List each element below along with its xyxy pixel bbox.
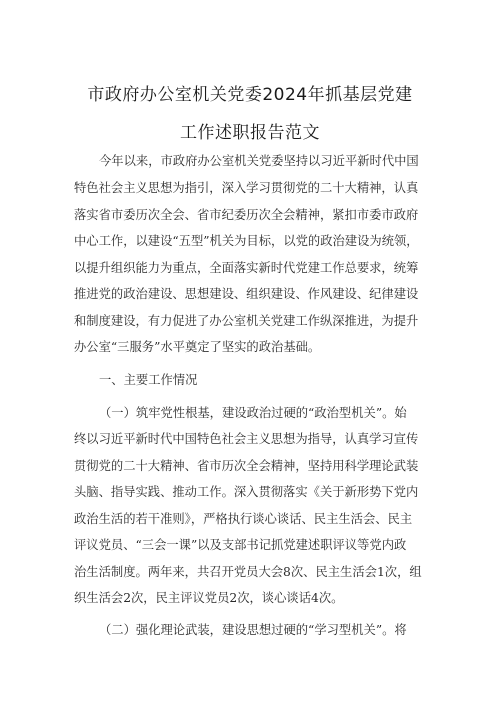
- paragraph-3-line-4: 头脑、指导实践、推动工作。深入贯彻落实《关于新形势下党内: [74, 485, 419, 499]
- paragraph-1-line-4: 中心工作，以建设“五型”机关为目标，以党的政治建设为统领，: [74, 234, 419, 248]
- paragraph-3-line-1: （一）筑牢党性根基，建设政治过硬的“政治型机关”。始: [99, 406, 407, 420]
- document-title-line-1: 市政府办公室机关党委2024年抓基层党建: [87, 85, 413, 105]
- paragraph-1-line-3: 落实省市委历次全会、省市纪委历次全会精神，紧扣市委市政府: [74, 208, 419, 222]
- paragraph-3-line-2: 终以习近平新时代中国特色社会主义思想为指导，认真学习宣传: [74, 432, 419, 446]
- paragraph-1-line-1: 今年以来，市政府办公室机关党委坚持以习近平新时代中国: [99, 154, 419, 168]
- paragraph-1-line-7: 和制度建设，有力促进了办公室机关党建工作纵深推进，为提升: [74, 314, 419, 328]
- paragraph-3-line-5: 政治生活的若干准则》，严格执行谈心谈话、民主生活会、民主: [74, 512, 413, 526]
- paragraph-1-line-6: 推进党的政治建设、思想建设、组织建设、作风建设、纪律建设: [74, 287, 419, 301]
- paragraph-3-line-6: 评议党员、“三会一课”以及支部书记抓党建述职评议等党内政: [74, 538, 407, 552]
- paragraph-3-line-3: 贯彻党的二十大精神、省市历次全会精神，坚持用科学理论武装: [74, 459, 419, 473]
- paragraph-1-line-8: 办公室“三服务”水平奠定了坚实的政治基础。: [74, 340, 321, 354]
- paragraph-1-line-2: 特色社会主义思想为指引，深入学习贯彻党的二十大精神，认真: [74, 181, 419, 195]
- paragraph-4-line-1: （二）强化理论武装，建设思想过硬的“学习型机关”。将: [99, 623, 407, 637]
- paragraph-3-line-8: 织生活会2次，民主评议党员2次，谈心谈话4次。: [74, 591, 344, 605]
- paragraph-1-line-5: 以提升组织能力为重点，全面落实新时代党建工作总要求，统筹: [74, 261, 419, 275]
- section-heading: 一、主要工作情况: [99, 373, 198, 387]
- document-title-line-2: 工作述职报告范文: [180, 123, 320, 143]
- paragraph-3-line-7: 治生活制度。两年来，共召开党员大会8次、民主生活会1次，组: [74, 565, 422, 579]
